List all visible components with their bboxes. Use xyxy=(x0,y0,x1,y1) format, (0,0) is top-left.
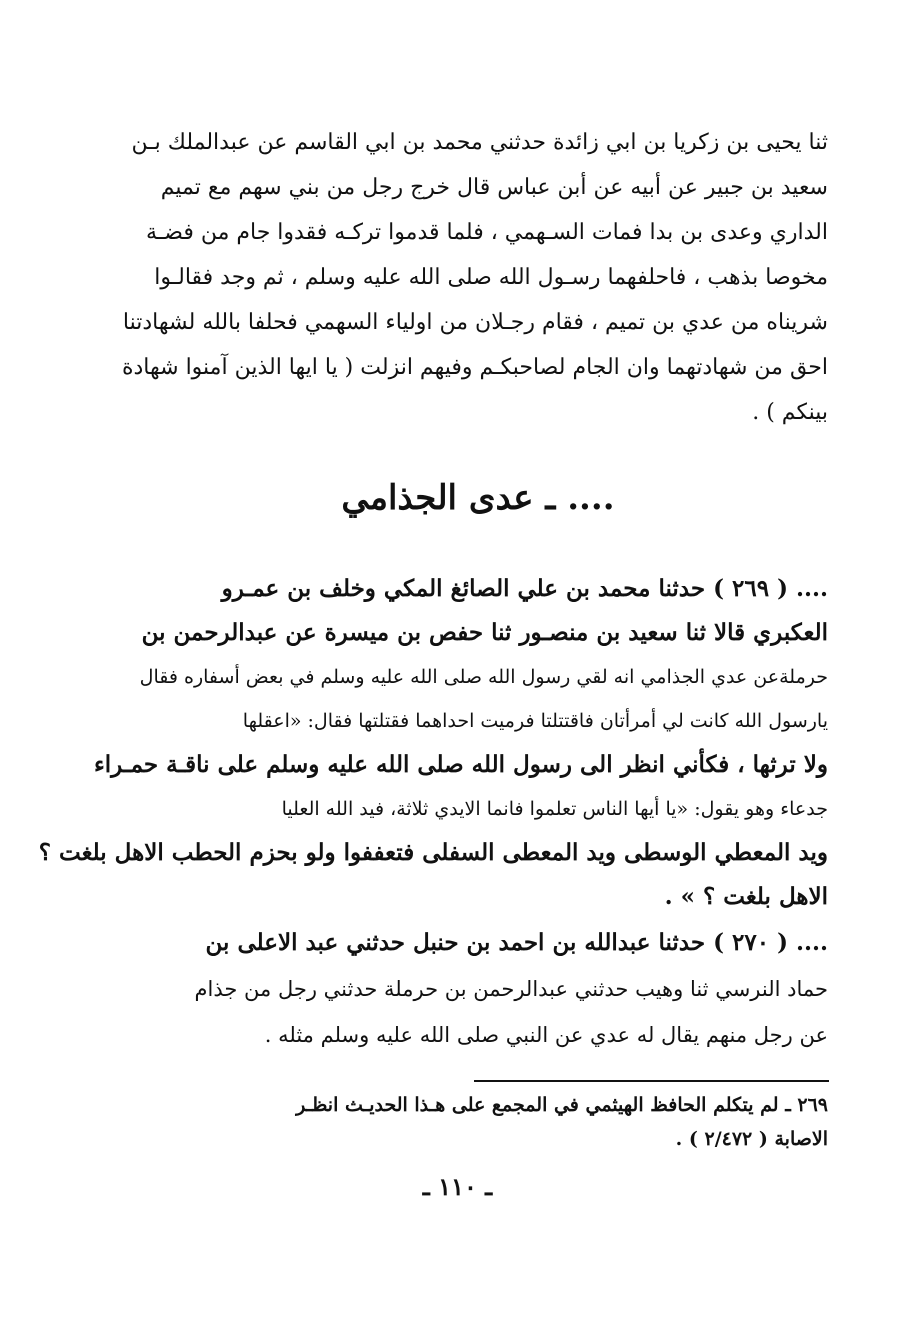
text-line: الداري وعدى بن بدا فمات السـهمي ، فلما قدموا تركـه فقدوا جام من فضـة xyxy=(146,220,828,245)
paragraph-hadith-269 xyxy=(38,567,828,919)
text-line: يارسول الله كانت لي أمرأتان فاقتتلتا فرميت احداهما فقتلتها فقال: «اعقلها xyxy=(242,710,828,732)
text-line: .... ( ٢٧٠ ) حدثنا عبدالله بن احمد بن حنبل حدثني عبد الاعلى بن xyxy=(205,929,828,956)
paragraph-hadith-270 xyxy=(128,920,828,1058)
text-line: حماد النرسي ثنا وهيب حدثني عبدالرحمن بن حرملة حدثني رجل من جذام xyxy=(194,977,828,1001)
footnote-line: الاصابة ( ٢/٤٧٢ ) . xyxy=(675,1128,828,1150)
text-line: العكبري قالا ثنا سعيد بن منصـور ثنا حفص بن ميسرة عن عبدالرحمن بن xyxy=(141,619,828,646)
text-line: حرملةعن عدي الجذامي انه لقي رسول الله صلى الله عليه وسلم في بعض أسفاره فقال xyxy=(139,666,828,688)
text-line: .... ( ٢٦٩ ) حدثنا محمد بن علي الصائغ المكي وخلف بن عمـرو xyxy=(221,575,828,602)
footnote-line: ٢٦٩ ـ لم يتكلم الحافظ الهيثمي في المجمع على هـذا الحديـث انظـر xyxy=(296,1094,828,1116)
text-line: ويد المعطي الوسطى ويد المعطى السفلى فتعففوا ولو بحزم الحطب الاهل بلغت ؟ xyxy=(38,839,828,866)
text-line: ولا ترثها ، فكأني انظر الى رسول الله صلى الله عليه وسلم على ناقـة حمـراء xyxy=(93,751,828,778)
text-line: عن رجل منهم يقال له عدي عن النبي صلى الله عليه وسلم مثله . xyxy=(264,1023,828,1047)
text-line: ثنا يحيى بن زكريا بن ابي زائدة حدثني محمد بن ابي القاسم عن عبدالملك بـن xyxy=(131,130,828,155)
page-number: ـ ١١٠ ـ xyxy=(422,1172,493,1201)
text-line: بينكم ) . xyxy=(752,400,828,425)
text-line: سعيد بن جبير عن أبيه عن أبن عباس قال خرج رجل من بني سهم مع تميم xyxy=(160,175,828,200)
text-line: الاهل بلغت ؟ » . xyxy=(664,883,828,910)
text-line: جدعاء وهو يقول: «يا أيها الناس تعلموا فانما الايدي ثلاثة، فيد الله العليا xyxy=(281,798,828,820)
section-heading: .... ـ عدى الجذامي xyxy=(341,478,615,518)
text-line: مخوصا بذهب ، فاحلفهما رسـول الله صلى الله عليه وسلم ، ثم وجد فقالـوا xyxy=(154,265,828,290)
footnote-divider xyxy=(474,1080,829,1082)
footnote xyxy=(128,1088,828,1156)
text-line: شريناه من عدي بن تميم ، فقام رجـلان من اولياء السهمي فحلفا بالله لشهادتنا xyxy=(122,310,828,335)
paragraph-hadith-tamim xyxy=(121,120,828,435)
text-line: احق من شهادتهما وان الجام لصاحبكـم وفيهم انزلت ( يا ايها الذين آمنوا شهادة xyxy=(121,355,828,380)
